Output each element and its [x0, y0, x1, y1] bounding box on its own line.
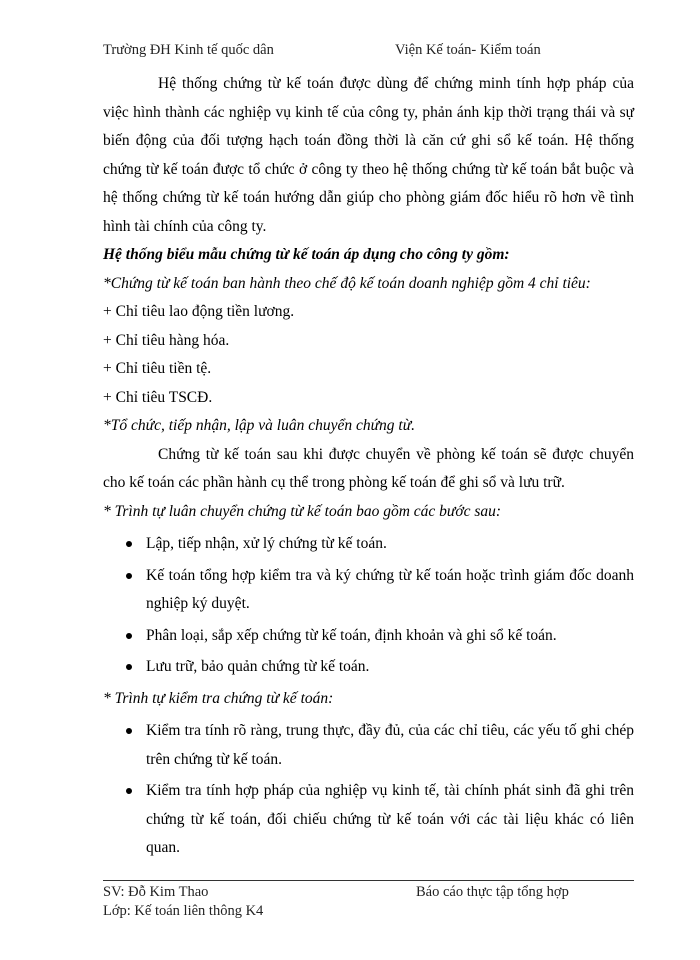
indicator-item: + Chỉ tiêu lao động tiền lương.	[103, 303, 295, 320]
transfer-steps-list	[103, 530, 634, 682]
intro-paragraph: Hệ thống chứng từ kế toán được dùng để chứng minh tính hợp pháp của việc hình thành các nghiệp vụ kinh tế của công ty, phản ánh kịp thời trạng thái và sự biến động của đối tượng hạch toán đồng thời là căn cứ ghi sổ kế toán. Hệ thống chứng từ kế toán được tổ chức ở công ty theo hệ thống chứng từ kế toán bắt buộc và hệ thống chứng từ kế toán hướng dẫn giúp cho phòng giám đốc hiểu rõ hơn về tình hình tài chính của công ty.	[103, 75, 634, 235]
indicator-item: + Chỉ tiêu hàng hóa.	[103, 331, 230, 349]
bullet-icon	[126, 541, 132, 547]
list-item	[103, 777, 634, 863]
list-item	[103, 717, 634, 774]
footer-student: SV: Đỗ Kim Thao	[103, 884, 209, 900]
list-item-text: Lập, tiếp nhận, xử lý chứng từ kế toán.	[146, 535, 387, 552]
bullet-icon	[126, 573, 132, 579]
list-item	[103, 653, 634, 682]
list-item-text: Kế toán tổng hợp kiểm tra và ký chứng từ kế toán hoặc trình giám đốc doanh nghiệp ký duyệt.	[146, 566, 634, 612]
list-item	[103, 622, 634, 651]
bullet-icon	[126, 633, 132, 639]
footer-class: Lớp: Kế toán liên thông K4	[103, 903, 264, 919]
subheading-issued-documents: *Chứng từ kế toán ban hành theo chế độ kế toán doanh nghiệp gồm 4 chỉ tiêu:	[103, 274, 591, 292]
bullet-icon	[126, 788, 132, 794]
page-body	[103, 70, 634, 866]
footer-divider	[103, 880, 634, 881]
indicator-item: + Chỉ tiêu tiền tệ.	[103, 360, 212, 377]
subheading-organization: *Tổ chức, tiếp nhận, lập và luân chuyển chứng từ.	[103, 417, 416, 434]
subheading-transfer-steps: * Trình tự luân chuyển chứng từ kế toán bao gồm các bước sau:	[103, 502, 502, 520]
list-item-text: Lưu trữ, bảo quản chứng từ kế toán.	[146, 658, 370, 675]
section-heading: Hệ thống biểu mẫu chứng từ kế toán áp dụng cho công ty gồm:	[103, 246, 510, 263]
list-item-text: Kiểm tra tính rõ ràng, trung thực, đầy đủ, của các chỉ tiêu, các yếu tố ghi chép trên chứng từ kế toán.	[146, 722, 634, 768]
subheading-check-steps: * Trình tự kiểm tra chứng từ kế toán:	[103, 689, 334, 707]
check-steps-list	[103, 717, 634, 863]
list-item-text: Kiểm tra tính hợp pháp của nghiệp vụ kinh tế, tài chính phát sinh đã ghi trên chứng từ kế toán, đối chiếu chứng từ kế toán với các tài liệu khác có liên quan.	[146, 782, 634, 856]
list-item	[103, 530, 634, 559]
header-institute: Viện Kế toán- Kiểm toán	[395, 42, 541, 58]
footer-report-title: Báo cáo thực tập tổng hợp	[416, 884, 569, 900]
header-university: Trường ĐH Kinh tế quốc dân	[103, 42, 274, 58]
bullet-icon	[126, 664, 132, 670]
list-item-text: Phân loại, sắp xếp chứng từ kế toán, định khoản và ghi sổ kế toán.	[146, 626, 557, 644]
list-item	[103, 562, 634, 619]
transfer-paragraph: Chứng từ kế toán sau khi được chuyển về phòng kế toán sẽ được chuyển cho kế toán các phần hành cụ thể trong phòng kế toán để ghi sổ và lưu trữ.	[103, 445, 634, 491]
indicator-item: + Chỉ tiêu TSCĐ.	[103, 388, 213, 406]
bullet-icon	[126, 728, 132, 734]
page-footer	[103, 883, 634, 921]
